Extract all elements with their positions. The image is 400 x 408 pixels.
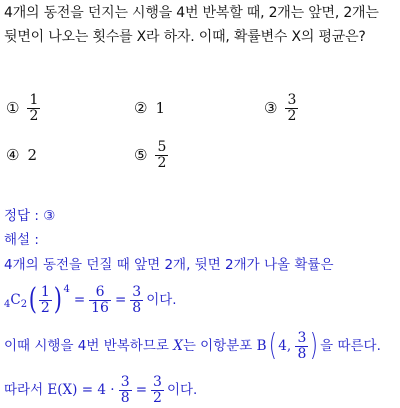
explanation-line-3: 이때 시행을 4번 반복하므로 X 는 이항분포 B ( 4, $\frac{3}{8}$ ) 을 따른다. [4, 328, 381, 363]
fraction: $\frac{3}{2}$ [287, 91, 297, 124]
choice-4[interactable] [6, 135, 37, 175]
fraction-half: $\frac{1}{2}$ [40, 283, 50, 316]
choice-value: 1 [155, 99, 165, 117]
choice-number: ① [6, 99, 20, 117]
choice-value: 2 [27, 146, 37, 164]
fraction-3-8: $\frac{3}{8}$ [297, 329, 307, 362]
choice-number: ④ [6, 146, 20, 164]
choice-number: ② [134, 99, 148, 117]
fraction-3-2: $\frac{3}{2}$ [153, 373, 162, 406]
choice-number: ③ [264, 99, 278, 117]
answer-label: 정답 : [4, 208, 39, 224]
explanation-line-4: 따라서 E(X) = 4 · $\frac{3}{8}$ = $\frac{3}{2}$ 이다. [4, 373, 198, 406]
explanation-label: 해설 : [4, 232, 39, 248]
fraction-3-8: $\frac{3}{8}$ [120, 373, 130, 406]
answer-line [4, 206, 55, 226]
choice-3[interactable] [264, 88, 298, 128]
fraction: $\frac{1}{2}$ [29, 91, 39, 124]
choice-2[interactable] [134, 88, 165, 128]
choice-1[interactable] [6, 88, 40, 128]
choice-5[interactable] [134, 135, 168, 175]
explanation-line-1: 4개의 동전을 던질 때 앞면 2개, 뒷면 2개가 나올 확률은 [4, 257, 334, 273]
question-line-2: 뒷면이 나오는 횟수를 X라 하자. 이때, 확률변수 X의 평균은? [4, 29, 366, 45]
question-line-1: 4개의 동전을 던지는 시행을 4번 반복할 때, 2개는 앞면, 2개는 [4, 5, 379, 21]
explanation-line-2: 4 C 2 ( $\frac{1}{2}$ ) 4 = $\frac{6}{16}$ = $\frac{3}{8}$ 이다. [4, 282, 177, 317]
choice-number: ⑤ [134, 146, 148, 164]
fraction: $\frac{5}{2}$ [157, 138, 167, 171]
fraction-6-16: $\frac{6}{16}$ [91, 283, 109, 316]
answer-value: ③ [43, 208, 56, 224]
fraction-3-8: $\frac{3}{8}$ [132, 283, 142, 316]
